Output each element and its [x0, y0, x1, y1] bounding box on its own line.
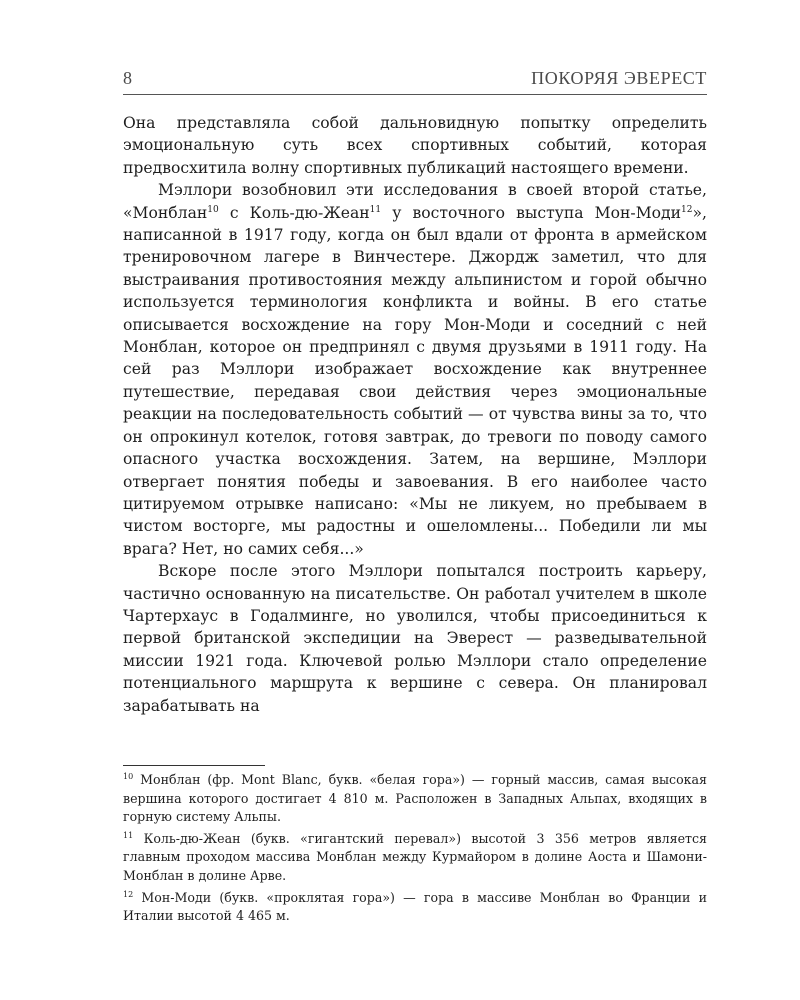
header-rule: [123, 94, 707, 95]
footnote-ref-10[interactable]: 10: [207, 204, 219, 215]
footnote-12: [123, 889, 707, 926]
footnote-number: 11: [123, 830, 134, 840]
page-number: 8: [123, 68, 133, 88]
running-title: ПОКОРЯЯ ЭВЕРЕСТ: [531, 68, 707, 88]
footnote-number: 10: [123, 772, 134, 781]
paragraph-1: Она представляла собой дальновидную попытку определить эмоциональную суть всех спортивных событий, которая предвосхитила волну спортивных публикаций настоящего времени.: [123, 114, 707, 177]
footnote-ref-11[interactable]: 11: [369, 204, 382, 215]
paragraph-2-text-1: Мэллори возобновил эти исследования в своей второй статье, «Монблан: [123, 181, 707, 222]
paragraph-2-text-3: у восточного выступа Мон-Моди: [381, 203, 682, 222]
footnote-text: Коль-дю-Жеан (букв. «гигантский перевал») высотой 3 356 метров является главным проходом массива Монблан между Курмайором в долине Аоста и Шамони-Монблан в долине Арве.: [123, 830, 707, 883]
footnote-10: [123, 771, 707, 827]
paragraph-3: Вскоре после этого Мэллори попытался построить карьеру, частично основанную на писательстве. Он работал учителем в школе Чартерхаус в Годалминге, но уволился, чтобы присоединиться к первой британской экспедиции на Эверест — разведывательной миссии 1921 года. Ключевой ролью Мэллори стало определение потенциального маршрута к вершине с севера. Он планировал зарабатывать на: [123, 562, 707, 715]
footnote-text: Мон-Моди (букв. «проклятая гора») — гора в массиве Монблан во Франции и Италии высотой 4 465 м.: [123, 889, 707, 924]
running-head: [123, 68, 707, 89]
footnote-text: Монблан (фр. Mont Blanc, букв. «белая гора») — горный массив, самая высокая вершина которого достигает 4 810 м. Расположен в Западных Альпах, входящих в горную систему Альпы.: [123, 772, 707, 825]
paragraph-2: [123, 179, 707, 560]
footnote-ref-12[interactable]: 12: [681, 204, 693, 215]
footnotes: [123, 771, 707, 929]
footnote-rule: [123, 765, 265, 766]
paragraph-2-text-2: с Коль-дю-Жеан: [218, 203, 370, 222]
footnote-number: 12: [123, 889, 134, 899]
paragraph-2-text-4: », написанной в 1917 году, когда он был вдали от фронта в армейском тренировочном лагере в Винчестере. Джордж заметил, что для выстраивания противостояния между альпинистом и горой обычно используется терминология конфликта и войны. В его статье описывается восхождение на гору Мон-Моди и соседний с ней Монблан, которое он предпринял с двумя друзьями в 1911 году. На сей раз Мэллори изображает восхождение как внутреннее путешествие, передавая свои действия через эмоциональные реакции на последовательность событий — от чувства вины за то, что он опрокинул котелок, готовя завтрак, до тревоги по поводу самого опасного участка восхождения. Затем, на вершине, Мэллори отвергает понятия победы и завоевания. В его наиболее часто цитируемом отрывке написано: «Мы не ликуем, но пребываем в чистом восторге, мы радостны и ошеломлены... Победили ли мы врага? Нет, но самих себя...»: [123, 203, 707, 558]
main-text: [123, 112, 707, 717]
footnote-11: [123, 830, 707, 886]
